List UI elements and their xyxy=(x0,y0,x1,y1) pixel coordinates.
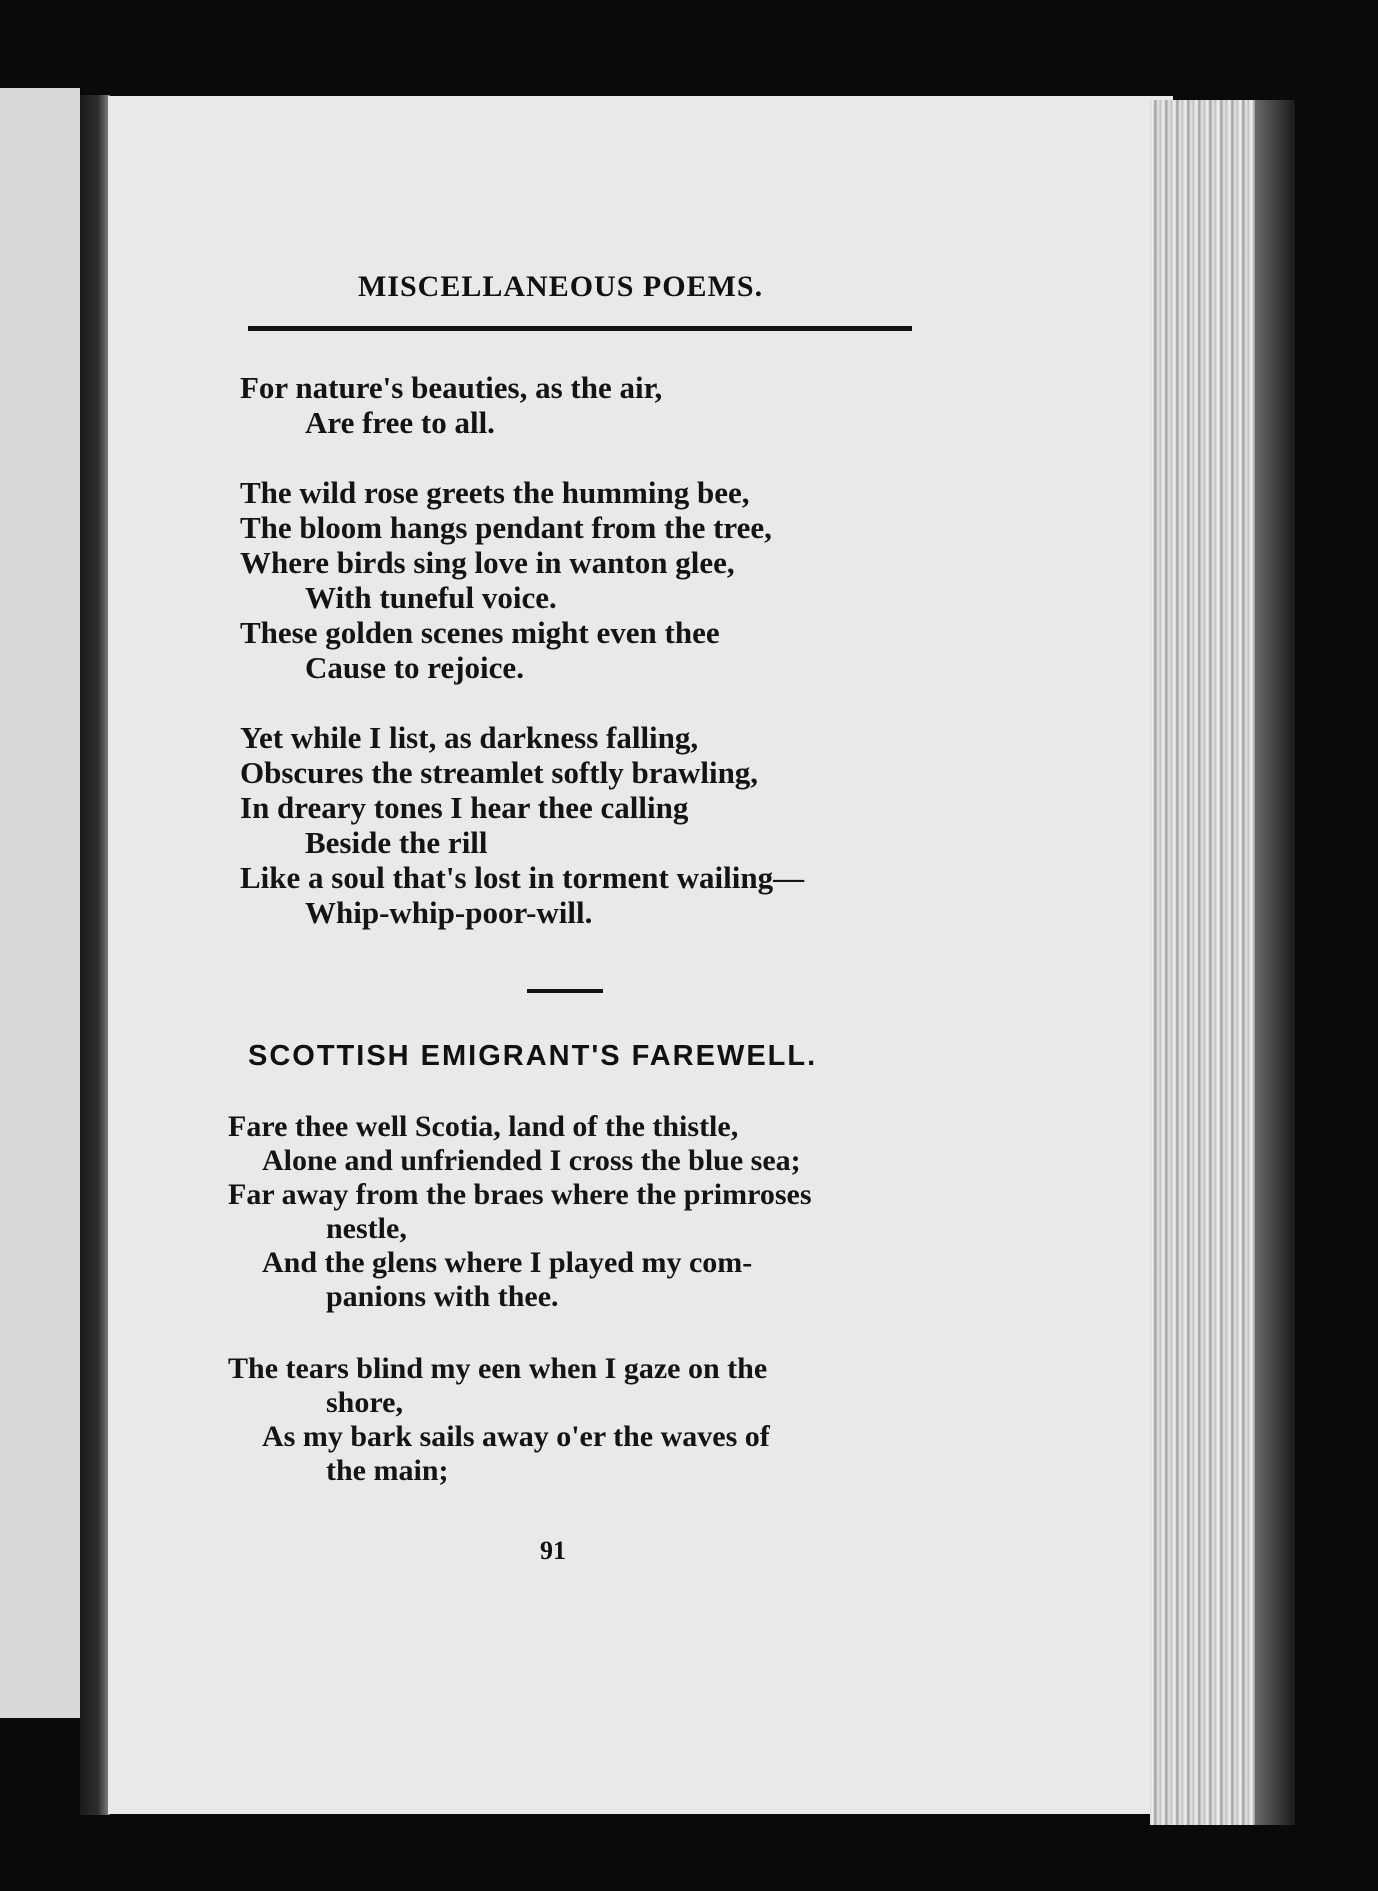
running-head: MISCELLANEOUS POEMS. xyxy=(358,270,764,303)
verse-line: As my bark sails away o'er the waves of xyxy=(262,1420,770,1453)
verse-line: Like a soul that's lost in torment wailing— xyxy=(240,860,805,895)
verse-line: And the glens where I played my com- xyxy=(262,1246,753,1279)
verse-line: panions with thee. xyxy=(326,1280,559,1313)
verse-line: The tears blind my een when I gaze on the xyxy=(228,1352,768,1385)
verse-line: The bloom hangs pendant from the tree, xyxy=(240,510,772,545)
verse-line: Alone and unfriended I cross the blue sea; xyxy=(262,1144,801,1177)
verse-line: Whip-whip-poor-will. xyxy=(305,895,593,930)
section-divider xyxy=(527,989,603,993)
stanza xyxy=(228,1110,928,1314)
page-block-shadow xyxy=(1255,100,1295,1825)
poem-continued xyxy=(240,370,940,965)
book-gutter xyxy=(80,95,110,1815)
verse-line: nestle, xyxy=(326,1212,407,1245)
verse-line: Cause to rejoice. xyxy=(305,650,524,685)
verse-line: Beside the rill xyxy=(305,825,488,860)
verse-line: shore, xyxy=(326,1386,403,1419)
verse-line: Where birds sing love in wanton glee, xyxy=(240,545,735,580)
stanza xyxy=(240,370,940,440)
verse-line: These golden scenes might even thee xyxy=(240,615,720,650)
stanza xyxy=(240,475,940,685)
verse-line: Obscures the streamlet softly brawling, xyxy=(240,755,759,790)
page-number: 91 xyxy=(540,1536,566,1565)
verse-line: Fare thee well Scotia, land of the thistle, xyxy=(228,1110,739,1143)
verse-line: Are free to all. xyxy=(305,405,495,440)
verse-line: Yet while I list, as darkness falling, xyxy=(240,720,699,755)
verse-line: In dreary tones I hear thee calling xyxy=(240,790,689,825)
facing-page-edge xyxy=(0,88,80,1718)
verse-line: For nature's beauties, as the air, xyxy=(240,370,663,405)
verse-line: Far away from the braes where the primroses xyxy=(228,1178,812,1211)
verse-line: the main; xyxy=(326,1454,449,1487)
verse-line: The wild rose greets the humming bee, xyxy=(240,475,750,510)
stanza xyxy=(228,1352,928,1488)
stanza xyxy=(240,720,940,930)
section-title: SCOTTISH EMIGRANT'S FAREWELL. xyxy=(248,1040,818,1072)
verse-line: With tuneful voice. xyxy=(305,580,557,615)
header-rule xyxy=(248,326,912,331)
farewell-poem xyxy=(228,1110,928,1526)
